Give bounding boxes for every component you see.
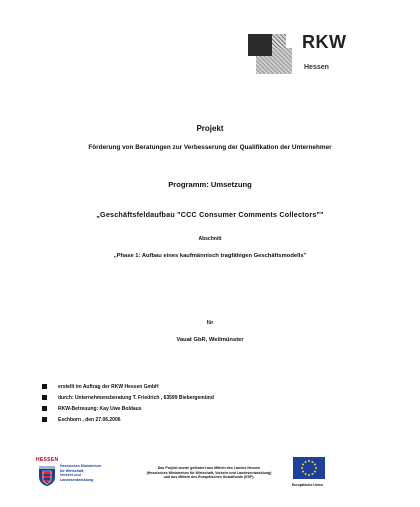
funding-notice: Das Projekt wurde gefördert aus Mitteln des Landes Hessen (Hessisches Ministerium für Wirtschaft, Verkehr und Landesentwicklung) und aus Mitteln des Europäischen Sozialfonds (ESF).	[146, 466, 272, 479]
detail-text: erstellt im Auftrag der RKW Hessen GmbH	[58, 383, 159, 390]
hessen-ministry-logo	[36, 457, 108, 489]
bullet-icon	[42, 406, 47, 411]
for-label: für	[206, 320, 214, 326]
detail-text: durch: Unternehmensberatung T. Friedrich , 63599 Biebergemünd	[58, 394, 214, 401]
hessen-wordmark: HESSEN	[36, 457, 59, 463]
eu-caption: Europäische Union	[292, 483, 323, 487]
rkw-hessen-logo	[248, 30, 368, 80]
detail-text: Eschborn , den 27.06.2006	[58, 416, 121, 423]
bullet-icon	[42, 384, 47, 389]
project-label: Projekt	[196, 124, 224, 133]
details-list	[42, 381, 382, 425]
ministry-name: Hessisches Ministerium für Wirtschaft, Verkehr und Landesentwicklung	[60, 464, 101, 482]
detail-text: RKW-Betreuung: Kay Uwe Boldaus	[58, 405, 142, 412]
list-item	[42, 414, 382, 425]
bullet-icon	[42, 395, 47, 400]
project-name: Förderung von Beratungen zur Verbesserung der Qualifikation der Unternehmer	[88, 144, 332, 151]
eu-logo	[292, 457, 336, 489]
rkw-mark-icon	[248, 34, 294, 74]
recipient-company: Vauat GbR, Weilmünster	[176, 337, 244, 343]
phase-heading: „Phase 1: Aufbau eines kaufmännisch tragfähigen Geschäftsmodells"	[113, 253, 307, 259]
eu-flag-icon	[293, 457, 325, 479]
list-item	[42, 381, 382, 392]
rkw-logo-title: RKW	[302, 32, 347, 52]
hessen-lion-shield-icon	[38, 465, 56, 487]
program-heading: Programm: Umsetzung	[168, 180, 252, 189]
section-label: Abschnitt	[198, 236, 222, 242]
bullet-icon	[42, 417, 47, 422]
rkw-logo-subtitle: Hessen	[304, 64, 329, 71]
list-item	[42, 392, 382, 403]
business-heading: „Geschäftsfeldaufbau "CCC Consumer Comments Collectors""	[96, 210, 324, 219]
list-item	[42, 403, 382, 414]
